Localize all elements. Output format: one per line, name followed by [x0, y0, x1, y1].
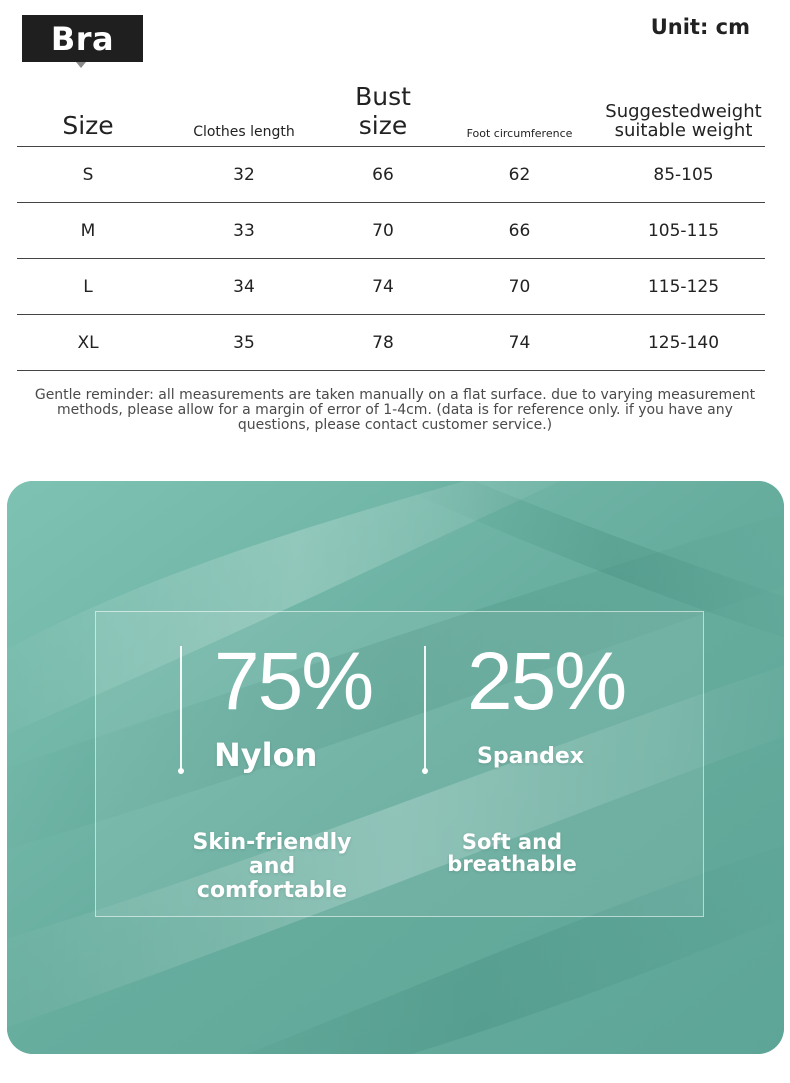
table-cell: 33 [159, 203, 329, 259]
reminder-line: questions, please contact customer service.) [237, 417, 553, 433]
spandex-percentage: 25% [467, 636, 626, 727]
feature-skin-friendly [167, 831, 377, 903]
table-cell: 66 [437, 203, 602, 259]
unit-label: Unit: cm [650, 15, 750, 39]
table-cell: 70 [329, 203, 437, 259]
feature-line: Skin-friendly and [192, 830, 352, 879]
table-header-row [17, 82, 765, 147]
column-header-weight-line2: suitable weight [614, 120, 753, 141]
column-header-weight [602, 82, 765, 147]
table-cell: 85-105 [602, 147, 765, 203]
table-cell: 32 [159, 147, 329, 203]
size-chart-table [17, 82, 765, 371]
table-cell: S [17, 147, 159, 203]
column-header-size: Size [17, 82, 159, 147]
fabric-composition-panel [7, 481, 784, 1054]
table-cell: XL [17, 315, 159, 371]
divider-dot-icon [178, 768, 184, 774]
measurement-reminder [22, 388, 768, 433]
table-row [17, 315, 765, 371]
divider-dot-icon [422, 768, 428, 774]
table-cell: 66 [329, 147, 437, 203]
table-cell: 105-115 [602, 203, 765, 259]
table-cell: 125-140 [602, 315, 765, 371]
table-cell: M [17, 203, 159, 259]
table-cell: 34 [159, 259, 329, 315]
spandex-label: Spandex [477, 744, 584, 769]
reminder-line: Gentle reminder: all measurements are taken manually on a flat surface. due to varying measurement [34, 387, 756, 403]
table-cell: 78 [329, 315, 437, 371]
table-cell: L [17, 259, 159, 315]
feature-line: Soft and [461, 830, 563, 854]
reminder-line: methods, please allow for a margin of error of 1-4cm. (data is for reference only. if you have any [57, 402, 733, 418]
table-cell: 35 [159, 315, 329, 371]
column-header-foot-circumference: Foot circumference [437, 82, 602, 147]
feature-soft-breathable [437, 831, 587, 875]
table-cell: 115-125 [602, 259, 765, 315]
product-type-badge: Bra [22, 15, 143, 62]
table-cell: 70 [437, 259, 602, 315]
divider-line [424, 646, 426, 771]
badge-pointer-icon [76, 62, 86, 68]
column-header-clothes-length: Clothes length [159, 82, 329, 147]
column-header-bust-size: Bust size [329, 82, 437, 147]
table-cell: 62 [437, 147, 602, 203]
table-row [17, 203, 765, 259]
column-header-weight-line1: Suggestedweight [605, 101, 762, 122]
table-row [17, 147, 765, 203]
table-cell: 74 [437, 315, 602, 371]
nylon-label: Nylon [214, 736, 318, 774]
divider-line [180, 646, 182, 771]
feature-line: comfortable [196, 878, 348, 903]
table-cell: 74 [329, 259, 437, 315]
nylon-percentage: 75% [214, 636, 373, 727]
feature-line: breathable [447, 852, 577, 876]
table-row [17, 259, 765, 315]
